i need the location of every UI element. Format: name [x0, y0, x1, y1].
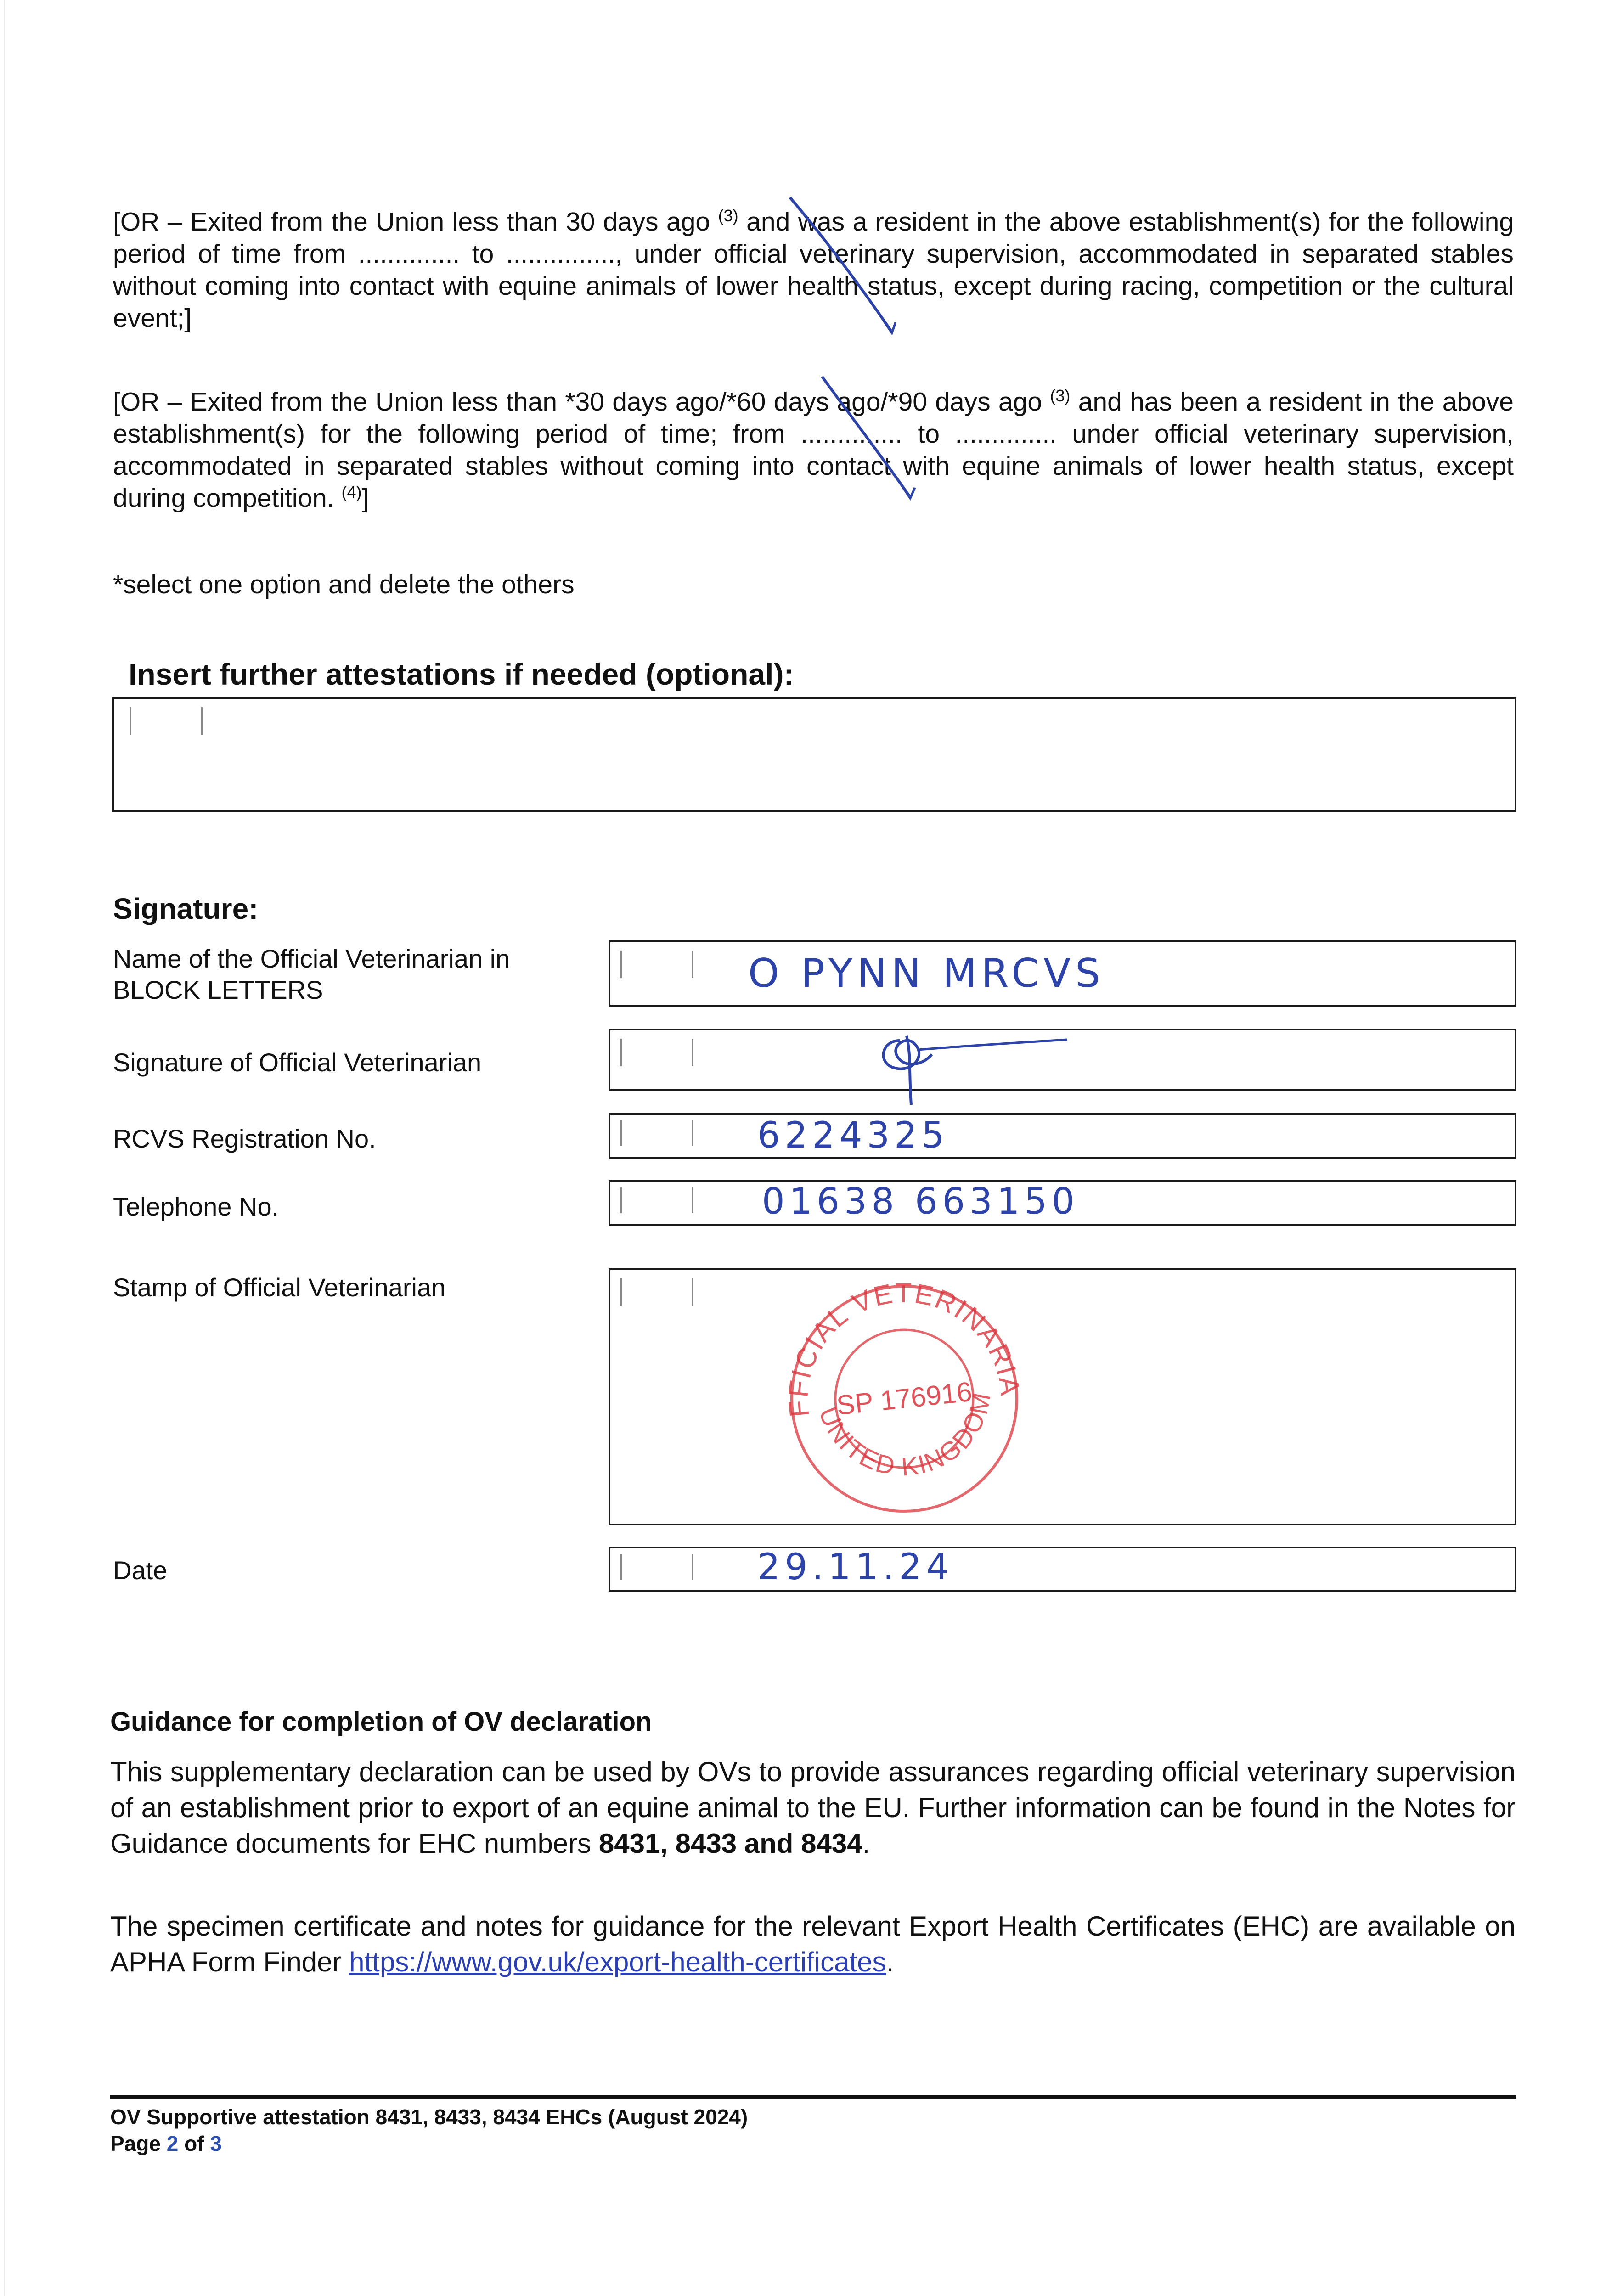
footnote-ref: (3) [718, 206, 738, 225]
stamp-bottom-text: UNITED KINGDOM [813, 1389, 997, 1481]
field-divider [620, 1554, 622, 1580]
telephone-field[interactable] [609, 1180, 1516, 1226]
stamp-code: SP 176916 [835, 1376, 974, 1421]
rcvs-value: 6224325 [757, 1115, 949, 1156]
rcvs-label: RCVS Registration No. [113, 1124, 376, 1153]
further-attestations-field[interactable] [112, 697, 1516, 812]
field-divider [620, 1039, 622, 1066]
signature-heading: Signature: [113, 892, 259, 925]
or-30-days-tail: and was a resident in the above establishment(s) for the following period of time from .............. to ..............., under official veterinary supervision, accommodated in separated stables without coming into contact with equine animals of lower health status, except during racing, competition or the cultural event;] [113, 207, 1514, 333]
pen-strike-2 [813, 372, 923, 505]
telephone-label: Telephone No. [113, 1192, 279, 1221]
or-multi-days-mid: and has been a resident in the above establishment(s) for the following period of time; from .............. to .............. under official veterinary supervision, accommodated in separated stables without coming into contact with equine animals of lower health status, except during competition. [113, 387, 1514, 513]
field-divider [692, 1278, 693, 1306]
further-attestations-heading: Insert further attestations if needed (optional): [129, 657, 794, 691]
handwritten-signature [863, 1022, 1074, 1114]
field-divider [201, 707, 203, 735]
field-divider [692, 1187, 693, 1213]
guidance-paragraph-2 [110, 1908, 1516, 1980]
guidance-heading: Guidance for completion of OV declaration [110, 1707, 652, 1737]
select-option-note: *select one option and delete the others [113, 570, 575, 599]
footer-rule [110, 2095, 1516, 2099]
stamp-top-text: OFFICIAL VETERINARIAN [783, 1277, 1026, 1418]
guidance-p1-end: . [862, 1828, 870, 1859]
guidance-paragraph-1 [110, 1754, 1516, 1862]
field-divider [692, 951, 693, 978]
ehc-numbers: 8431, 8433 and 8434 [598, 1828, 862, 1859]
official-stamp [776, 1261, 1033, 1527]
pen-strike-1 [781, 193, 900, 340]
stamp-label: Stamp of Official Veterinarian [113, 1273, 446, 1302]
page-of: of [178, 2132, 210, 2155]
field-divider [620, 1120, 622, 1146]
signature-field[interactable] [609, 1029, 1516, 1091]
or-multi-days-lead: [OR – Exited from the Union less than *30 days ago/*60 days ago/*90 days ago [113, 387, 1050, 416]
footer-title: OV Supportive attestation 8431, 8433, 8434 EHCs (August 2024) [110, 2105, 748, 2129]
rcvs-field[interactable] [609, 1113, 1516, 1159]
field-divider [692, 1554, 693, 1580]
name-value: O PYNN MRCVS [748, 951, 1105, 996]
page-indicator [110, 2131, 222, 2156]
or-multi-days-tail: ] [361, 484, 369, 513]
page-edge [4, 0, 5, 2296]
guidance-p1-text: This supplementary declaration can be used by OVs to provide assurances regarding official veterinary supervision of an establishment prior to export of an equine animal to the EU. Further information can be found in the Notes for Guidance documents for EHC numbers [110, 1756, 1516, 1859]
telephone-value: 01638 663150 [762, 1181, 1079, 1222]
date-value: 29.11.24 [757, 1547, 954, 1588]
footnote-ref-4: (4) [341, 483, 362, 501]
signature-label: Signature of Official Veterinarian [113, 1048, 482, 1077]
page-total: 3 [210, 2132, 222, 2155]
name-field[interactable] [609, 940, 1516, 1007]
field-divider [620, 1278, 622, 1306]
date-label: Date [113, 1556, 168, 1585]
field-divider [692, 1039, 693, 1066]
field-divider [620, 1187, 622, 1213]
field-divider [692, 1120, 693, 1146]
stamp-field[interactable] [609, 1268, 1516, 1525]
guidance-p2-text: The specimen certificate and notes for guidance for the relevant Export Health Certificates (EHC) are available on APHA Form Finder [110, 1911, 1516, 1977]
name-label: Name of the Official Veterinarian in BLOCK LETTERS [113, 944, 510, 1004]
page-current: 2 [166, 2132, 179, 2155]
guidance-p2-end: . [886, 1947, 894, 1977]
date-field[interactable] [609, 1547, 1516, 1592]
field-divider [620, 951, 622, 978]
field-divider [130, 707, 131, 735]
footnote-ref: (3) [1050, 386, 1071, 405]
page-word: Page [110, 2132, 167, 2155]
export-health-certificates-link[interactable]: https://www.gov.uk/export-health-certificates [349, 1947, 886, 1977]
or-30-days-lead: [OR – Exited from the Union less than 30 days ago [113, 207, 718, 236]
